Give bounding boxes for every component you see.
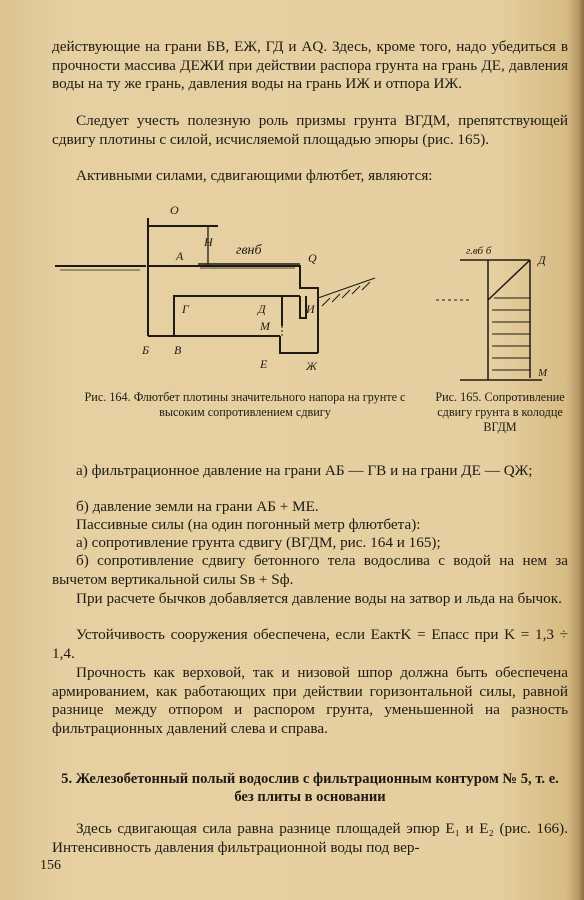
label-M-165: М	[538, 367, 548, 379]
paragraph-active-forces: Активными силами, сдвигающими флютбет, являются:	[76, 167, 433, 184]
paragraph-prism: Следует учесть полезную роль призмы грунта ВГДМ, препятствующей сдвигу плотины с силой, исчисляемой площадью эпюры (рис. 165).	[52, 112, 568, 148]
section-heading: 5. Железобетонный полый водослив с фильтрационным контуром № 5, т. е. без плиты в основании	[61, 771, 559, 805]
label-B: Б	[142, 343, 150, 357]
label-D: Д	[258, 302, 266, 316]
label-M: М	[260, 319, 270, 333]
label-G: Г	[182, 302, 189, 316]
label-Zh: Ж	[306, 359, 317, 373]
label-gvb: г.вб б	[466, 245, 492, 257]
list-item-a: а) фильтрационное давление на грани АБ — ГВ и на грани ДЕ — QЖ;	[76, 462, 533, 479]
label-O: O	[170, 203, 179, 217]
paragraph-last: Здесь сдвигающая сила равна разнице площадей эпюр E₁ и E₂ (рис. 166). Интенсивность давления фильтрационной воды под вер-	[52, 820, 568, 856]
figure-164-caption: Рис. 164. Флютбет плотины значительного напора на грунте с высоким сопротивлением сдвигу	[84, 390, 406, 419]
label-gvnb: гвнб	[236, 243, 262, 258]
list-item-b: б) давление земли на грани АБ + МЕ.	[76, 498, 319, 515]
figure-165-drawing	[430, 240, 570, 385]
label-V: В	[174, 343, 182, 357]
label-D-165: Д	[538, 253, 546, 267]
page-number: 156	[40, 858, 61, 873]
label-H: H	[204, 235, 213, 249]
figure-164-drawing	[50, 198, 380, 378]
paragraph-intro: действующие на грани БВ, ЕЖ, ГД и AQ. Здесь, кроме того, надо убедиться в прочности массива ДЕЖИ при действии распора грунта на грань ДЕ, давления воды на ту же грань, давления воды на грань ИЖ и отпора ИЖ.	[52, 38, 568, 92]
paragraph-bulls: При расчете бычков добавляется давление воды на затвор и льда на бычок.	[76, 590, 562, 607]
page-edge	[577, 0, 584, 900]
passive-forces-intro: Пассивные силы (на один погонный метр флютбета):	[76, 516, 421, 533]
passive-item-b: б) сопротивление сдвигу бетонного тела водослива с водой на нем за вычетом вертикальной силы Sв + Sф.	[52, 552, 568, 588]
label-I: И	[306, 302, 315, 316]
label-A: A	[176, 249, 184, 263]
paragraph-stability: Устойчивость сооружения обеспечена, если EактK = Eпасс при K = 1,3 ÷ 1,4.	[52, 626, 568, 662]
figure-165-caption: Рис. 165. Сопротивление сдвигу грунта в колодце ВГДМ	[435, 390, 565, 434]
label-E: Е	[260, 357, 268, 371]
passive-item-a: а) сопротивление грунта сдвигу (ВГДМ, рис. 164 и 165);	[76, 534, 441, 551]
label-Q: Q	[308, 251, 317, 265]
paragraph-strength: Прочность как верховой, так и низовой шпор должна быть обеспечена армированием, как работающих при действии горизонтальной силы, равной разнице между отпором и распором грунта, уменьшенной на разность фильтрационных давлений слева и справа.	[52, 664, 568, 737]
